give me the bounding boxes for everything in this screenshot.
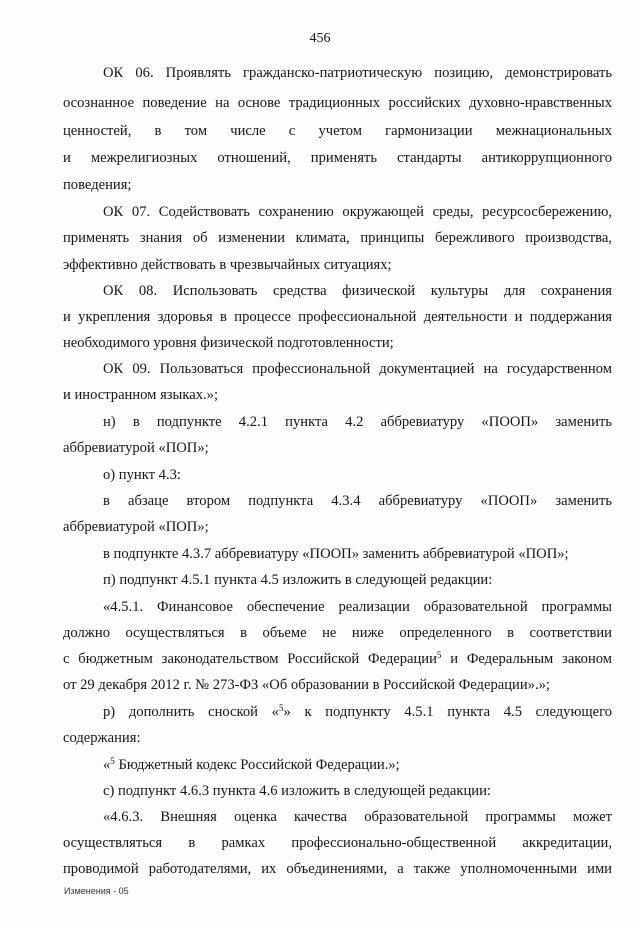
text-line: проводимой работодателями, их объединениями, а также уполномоченными ими [63,861,612,877]
text-line: необходимого уровня физической подготовленности; [63,335,394,351]
text-line: о) пункт 4.3: [103,467,181,483]
text-line: в абзаце втором подпункта 4.3.4 аббревиатуру «ПООП» заменить [103,493,612,509]
text-line: п) подпункт 4.5.1 пункта 4.5 изложить в следующей редакции: [103,572,493,588]
text-line: ОК 06. Проявлять гражданско-патриотическую позицию, демонстрировать [103,65,612,81]
text-run: с бюджетным законодательством Российской Федерации [63,651,437,667]
text-line: осуществляться в рамках профессионально-общественной аккредитации, [63,835,612,851]
page-footer: Изменения - 05 [64,886,129,896]
text-line: осознанное поведение на основе традиционных российских духовно-нравственных [63,95,612,111]
text-line: с) подпункт 4.6.3 пункта 4.6 изложить в следующей редакции: [103,783,491,799]
text-line: аббревиатурой «ПОП»; [63,519,209,535]
text-line: от 29 декабря 2012 г. № 273-ФЗ «Об образовании в Российской Федерации».»; [63,677,550,693]
text-line: применять знания об изменении климата, принципы бережливого производства, [63,230,612,246]
footnote-ref: 5 [110,756,115,766]
text-line: должно осуществляться в объеме не ниже определенного в соответствии [63,625,612,641]
text-line: ОК 09. Пользоваться профессиональной документацией на государственном [103,361,612,377]
text-line [103,703,612,721]
footnote-ref: 5 [436,650,442,660]
text-run: Бюджетный кодекс Российской Федерации.»; [114,757,400,773]
text-run: » к подпункту 4.5.1 пункта 4.5 следующего [283,704,612,720]
text-run: р) дополнить сноской « [103,704,279,720]
footnote-ref: 5 [278,703,284,713]
text-line: и укрепления здоровья в процессе профессиональной деятельности и поддержания [63,309,612,325]
text-line: и иностранном языках.»; [63,387,218,403]
text-run: и Федеральным законом [450,651,613,667]
text-line: аббревиатурой «ПОП»; [63,440,209,456]
text-line: содержания: [63,730,141,746]
text-line: и межрелигиозных отношений, применять стандарты антикоррупционного [63,150,612,166]
page-number: 456 [309,31,331,46]
text-line: «4.5.1. Финансовое обеспечение реализации образовательной программы [103,599,612,615]
text-line: ценностей, в том числе с учетом гармонизации межнациональных [63,123,612,139]
footnote-text [103,756,612,774]
text-line: в подпункте 4.3.7 аббревиатуру «ПООП» заменить аббревиатурой «ПОП»; [103,546,569,562]
text-line: ОК 07. Содействовать сохранению окружающей среды, ресурсосбережению, [103,204,612,220]
text-line: «4.6.3. Внешняя оценка качества образовательной программы может [103,809,612,825]
text-line: поведения; [63,177,132,193]
text-line [63,650,612,668]
text-line: н) в подпункте 4.2.1 пункта 4.2 аббревиатуру «ПООП» заменить [103,414,612,430]
text-run: « [103,757,111,773]
text-line: эффективно действовать в чрезвычайных ситуациях; [63,257,392,273]
text-line: ОК 08. Использовать средства физической культуры для сохранения [103,283,612,299]
